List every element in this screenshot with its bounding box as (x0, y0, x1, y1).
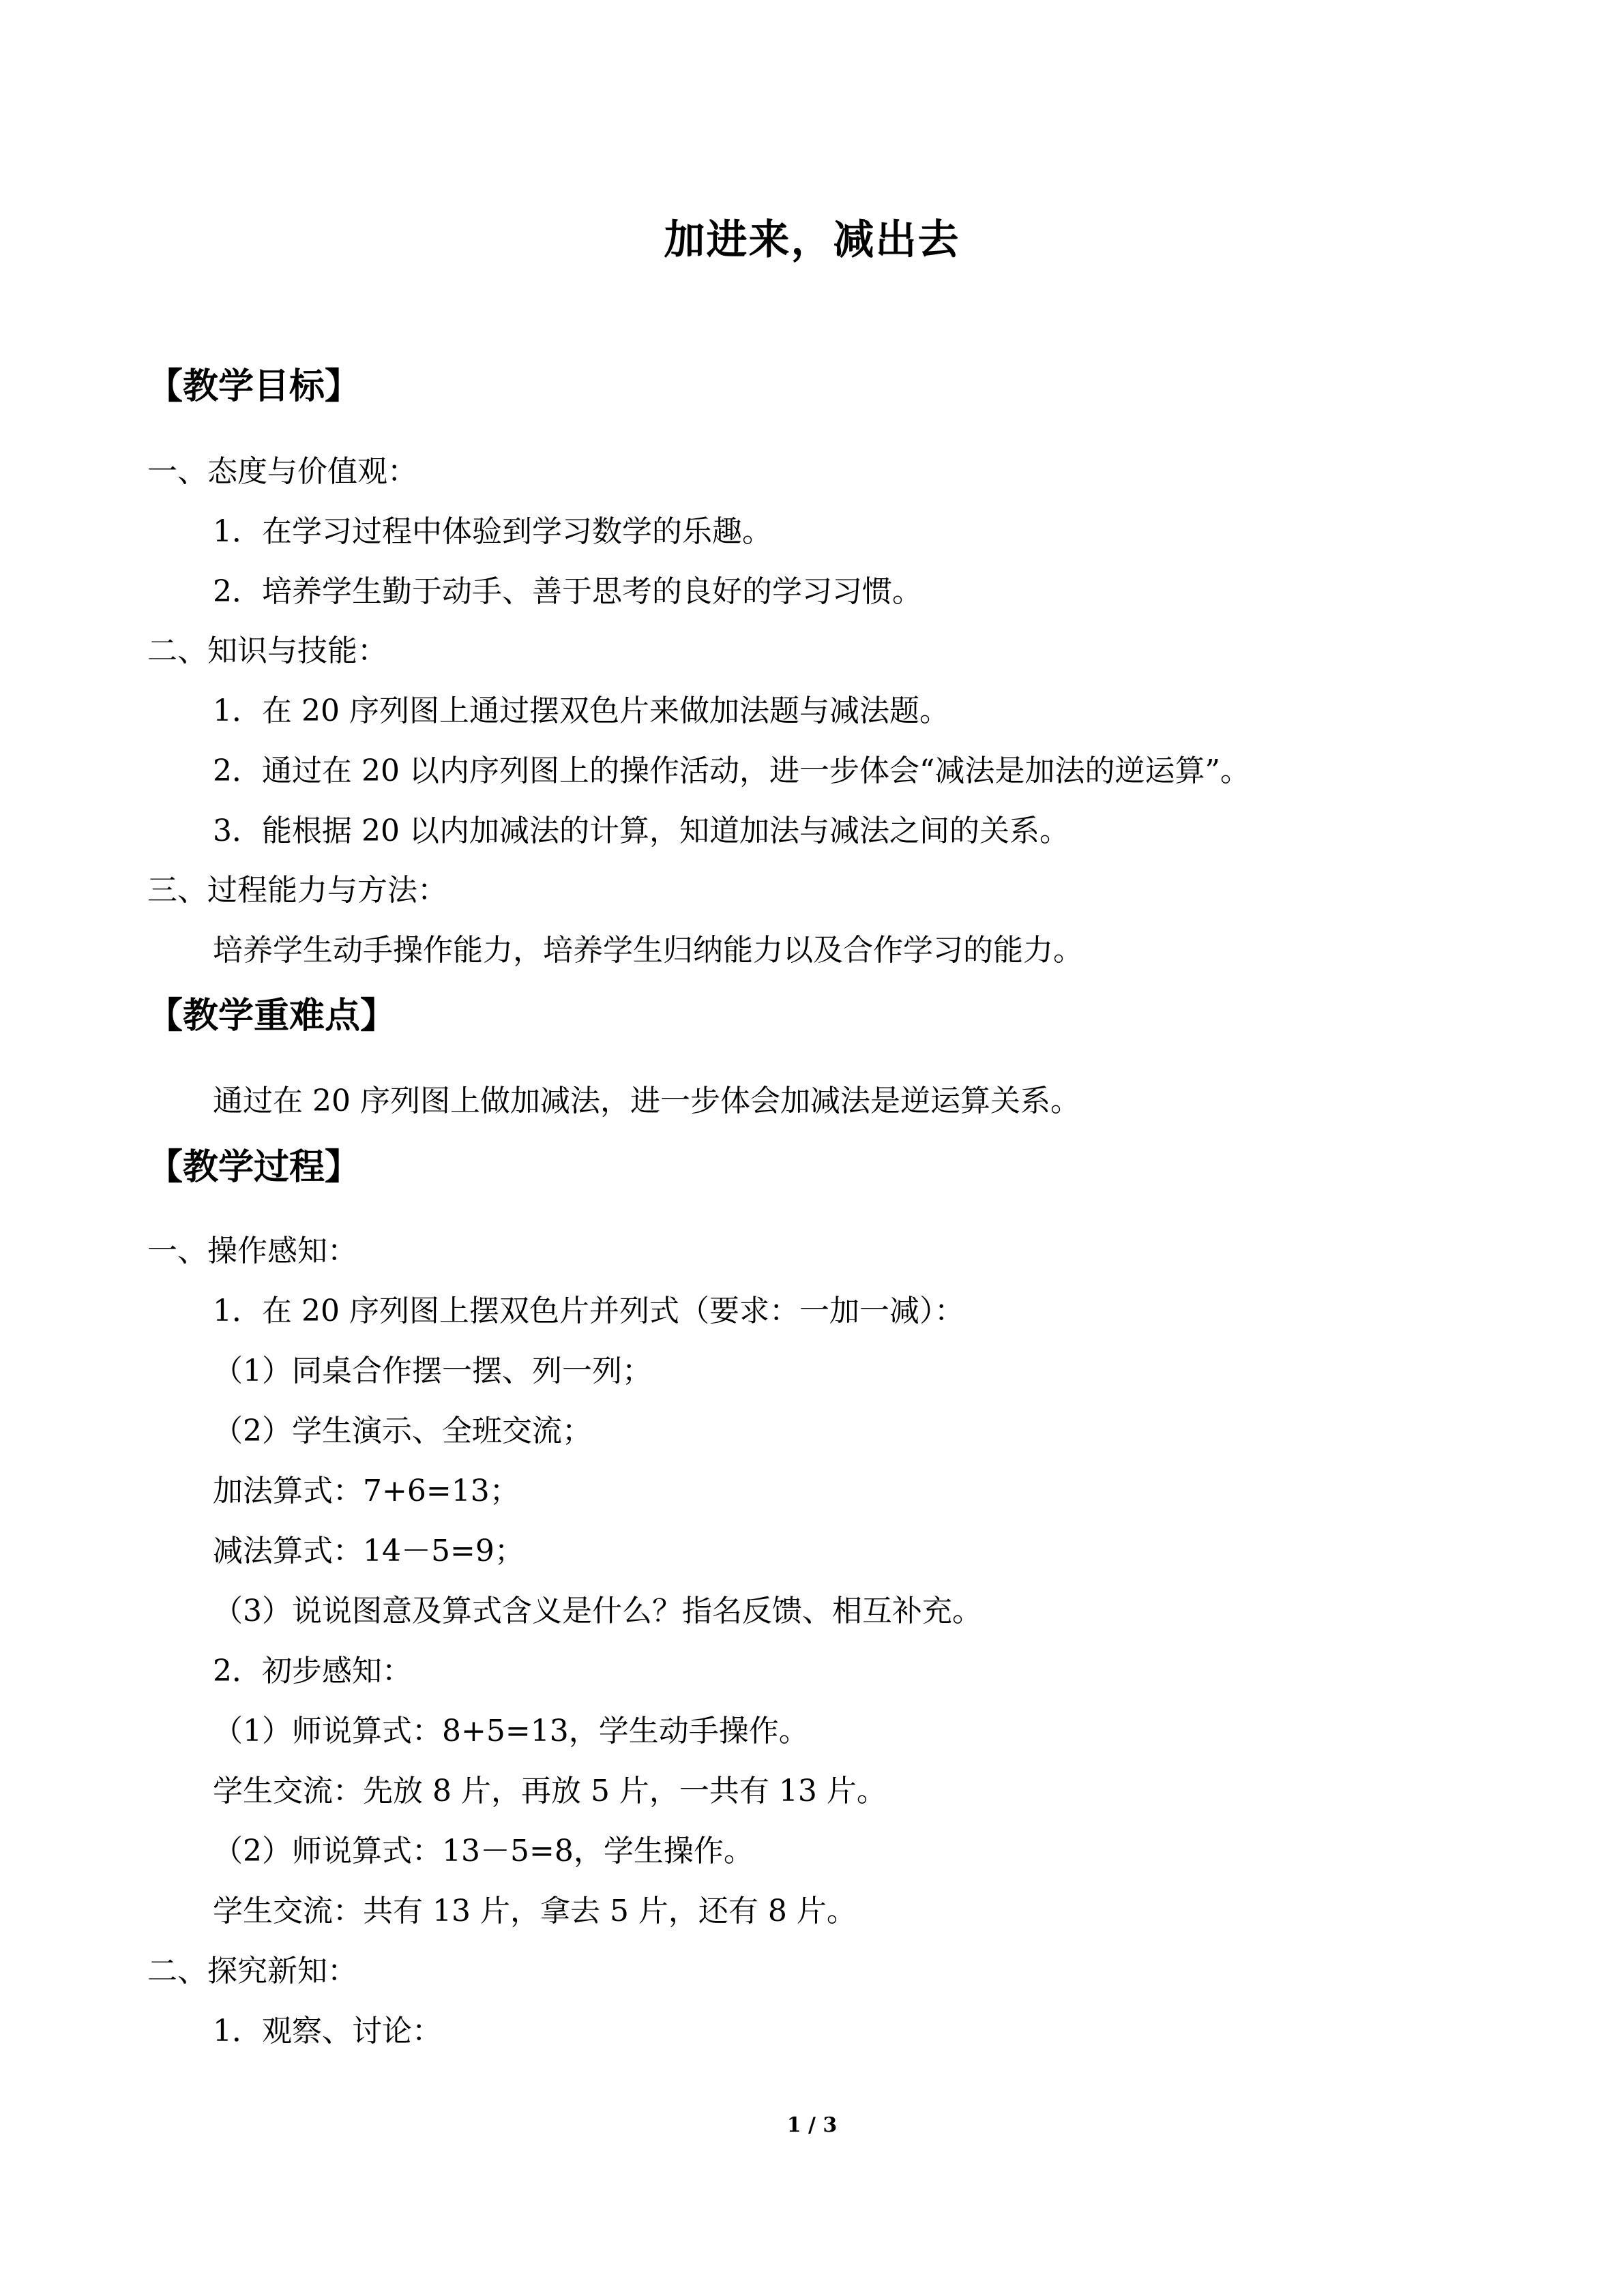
step2-item1: 1．观察、讨论： (213, 2014, 442, 2048)
step1-addition-formula: 加法算式：7+6=13； (213, 1474, 520, 1508)
step1-p2-answer: 学生交流：共有 13 片，拿去 5 片，还有 8 片。 (213, 1894, 857, 1928)
section-heading-key: 【教学重难点】 (147, 995, 396, 1037)
step1-sub2: （2）学生演示、全班交流； (213, 1414, 592, 1448)
step1-label: 一、操作感知： (147, 1234, 357, 1268)
goal2-item2: 2．通过在 20 以内序列图上的操作活动，进一步体会“减法是加法的逆运算”。 (213, 754, 1250, 788)
page-title: 加进来，减出去 (664, 216, 960, 264)
section-heading-process: 【教学过程】 (147, 1146, 361, 1188)
step1-p2: （2）师说算式：13－5=8，学生操作。 (213, 1834, 754, 1868)
step1-p1-answer: 学生交流：先放 8 片，再放 5 片，一共有 13 片。 (213, 1774, 887, 1808)
step1-subtraction-formula: 减法算式：14－5=9； (213, 1534, 525, 1568)
section-heading-goals: 【教学目标】 (147, 366, 361, 407)
step1-item2: 2．初步感知： (213, 1654, 412, 1688)
page-number: 1 / 3 (786, 2113, 838, 2137)
goal3-label: 三、过程能力与方法： (147, 873, 447, 908)
step1-sub1: （1）同桌合作摆一摆、列一列； (213, 1354, 652, 1388)
step1-sub3: （3）说说图意及算式含义是什么？指名反馈、相互补充。 (213, 1594, 982, 1628)
goal2-item1: 1．在 20 序列图上通过摆双色片来做加法题与减法题。 (213, 694, 949, 728)
goal1-label: 一、态度与价值观： (147, 454, 417, 489)
step1-p1: （1）师说算式：8+5=13，学生动手操作。 (213, 1714, 809, 1748)
goal2-label: 二、知识与技能： (147, 633, 387, 668)
goal3-text: 培养学生动手操作能力，培养学生归纳能力以及合作学习的能力。 (213, 933, 1083, 968)
key-text: 通过在 20 序列图上做加减法，进一步体会加减法是逆运算关系。 (213, 1084, 1080, 1118)
goal2-item3: 3．能根据 20 以内加减法的计算，知道加法与减法之间的关系。 (213, 814, 1069, 848)
goal1-item1: 1．在学习过程中体验到学习数学的乐趣。 (213, 514, 772, 549)
step2-label: 二、探究新知： (147, 1954, 357, 1988)
goal1-item2: 2．培养学生勤于动手、善于思考的良好的学习习惯。 (213, 574, 922, 609)
step1-item1: 1．在 20 序列图上摆双色片并列式（要求：一加一减）： (213, 1294, 964, 1328)
